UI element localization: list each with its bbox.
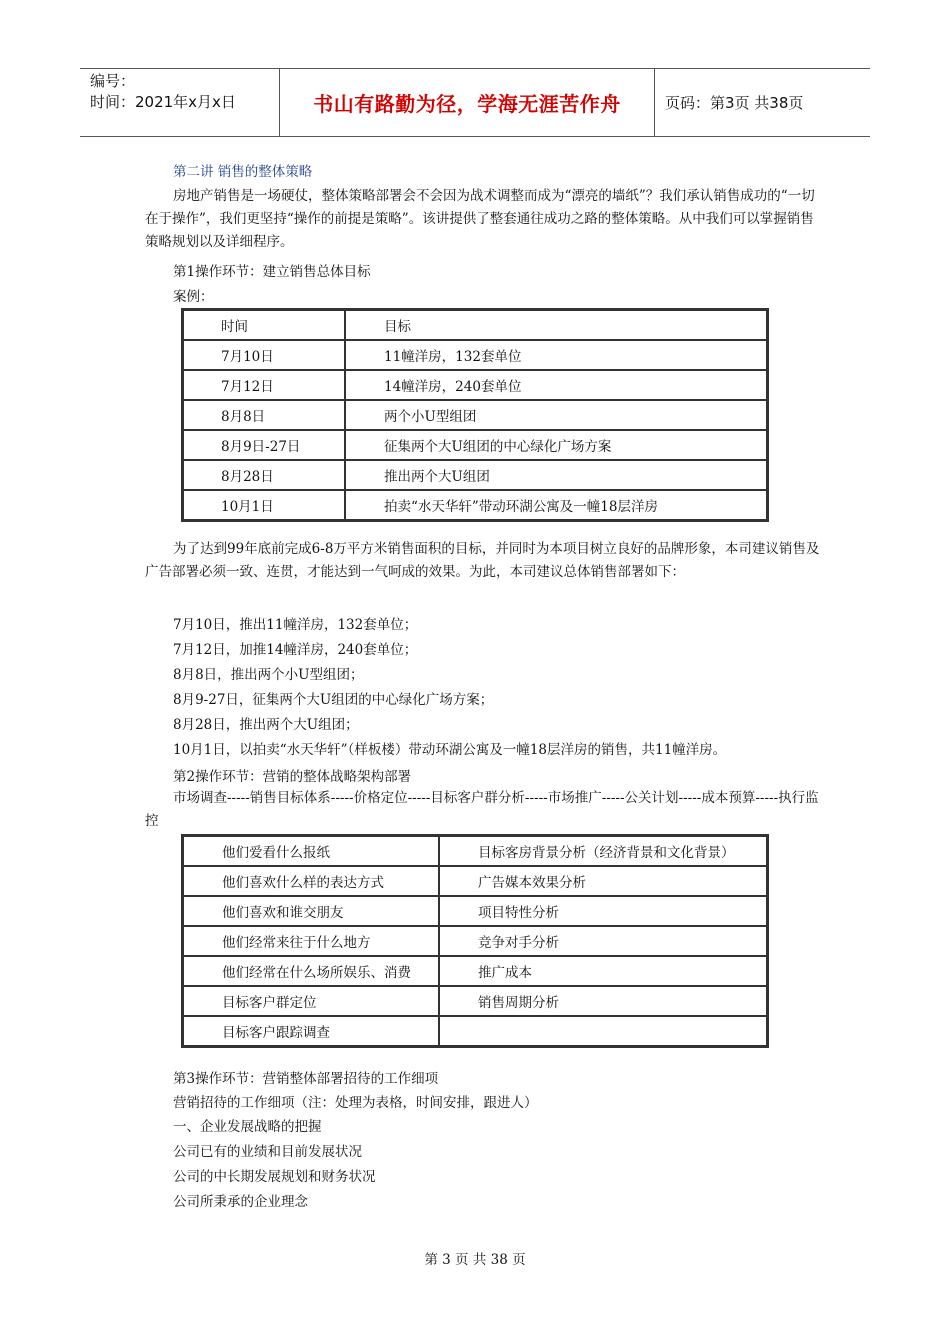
cell-question: 目标客户群定位 [183, 986, 439, 1016]
table-row [183, 490, 767, 520]
cell-time: 8月9日-27日 [183, 430, 345, 460]
step1-title: 第1操作环节：建立销售总体目标 [173, 264, 371, 280]
deploy-item: 10月1日，以拍卖“水天华轩”（样板楼）带动环湖公寓及一幢18层洋房的销售，共11幢洋房。 [173, 742, 727, 758]
header-motto: 书山有路勤为径，学海无涯苦作舟 [280, 69, 655, 136]
cell-question: 目标客户跟踪调查 [183, 1016, 439, 1046]
cell-time: 7月10日 [183, 340, 345, 370]
table-row [183, 1016, 767, 1046]
deploy-item: 8月28日，推出两个大U组团； [173, 717, 359, 733]
strategy-item: 公司已有的业绩和目前发展状况 [173, 1144, 362, 1160]
cell-question: 他们喜欢和谁交朋友 [183, 896, 439, 926]
table-row [183, 866, 767, 896]
table-header-row [183, 310, 767, 340]
table-row [183, 896, 767, 926]
cell-target: 推出两个大U组团 [345, 460, 767, 490]
deploy-item: 7月12日，加推14幢洋房，240套单位； [173, 642, 418, 658]
table-row [183, 836, 767, 866]
page-header [80, 68, 870, 137]
cell-target: 拍卖“水天华轩”带动环湖公寓及一幢18层洋房 [345, 490, 767, 520]
document-number-label: 编号： [90, 72, 136, 90]
cell-target: 14幢洋房，240套单位 [345, 370, 767, 400]
cell-analysis: 销售周期分析 [439, 986, 767, 1016]
cell-analysis: 项目特性分析 [439, 896, 767, 926]
header-page-info: 页码：第3页 共38页 [665, 94, 804, 112]
table-row [183, 370, 767, 400]
cell-question: 他们经常来往于什么地方 [183, 926, 439, 956]
strategy-analysis-table [181, 834, 769, 1048]
deploy-paragraph: 为了达到99年底前完成6-8万平方米销售面积的目标，并同时为本项目树立良好的品牌形象，本司建议销售及广告部署必须一致、连贯，才能达到一气呵成的效果。为此，本司建议总体销售部署如下： [145, 541, 820, 580]
table-row [183, 430, 767, 460]
header-meta [80, 69, 280, 136]
cell-analysis: 广告媒本效果分析 [439, 866, 767, 896]
flow-paragraph: 市场调查-----销售目标体系-----价格定位-----目标客户群分析-----市场推广-----公关计划-----成本预算-----执行监控 [145, 790, 819, 829]
cell-analysis: 竞争对手分析 [439, 926, 767, 956]
cell-target: 11幢洋房，132套单位 [345, 340, 767, 370]
step3-title: 第3操作环节：营销整体部署招待的工作细项 [173, 1071, 439, 1087]
cell-time: 10月1日 [183, 490, 345, 520]
strategy-item: 公司所秉承的企业理念 [173, 1194, 308, 1210]
step3-note: 营销招待的工作细项（注：处理为表格，时间安排，跟进人） [173, 1095, 538, 1111]
cell-analysis: 推广成本 [439, 956, 767, 986]
document-date-label: 时间：2021年x月x日 [90, 93, 236, 111]
strategy-item: 公司的中长期发展规划和财务状况 [173, 1169, 376, 1185]
cell-question: 他们喜欢什么样的表达方式 [183, 866, 439, 896]
header-target: 目标 [345, 310, 767, 340]
header-time: 时间 [183, 310, 345, 340]
cell-question: 他们爱看什么报纸 [183, 836, 439, 866]
deploy-item: 8月8日，推出两个小U型组团； [173, 667, 364, 683]
section-title: 第二讲 销售的整体策略 [173, 164, 313, 180]
cell-analysis [439, 1016, 767, 1046]
cell-question: 他们经常在什么场所娱乐、消费 [183, 956, 439, 986]
intro-paragraph: 房地产销售是一场硬仗，整体策略部署会不会因为战术调整而成为“漂亮的墙纸”？我们承认销售成功的“一切在于操作”，我们更坚持“操作的前提是策略”。该讲提供了整套通往成功之路的整体策略。从中我们可以掌握销售策略规划以及详细程序。 [145, 188, 815, 250]
page-footer: 第 3 页 共 38 页 [424, 1252, 526, 1268]
step2-title: 第2操作环节：营销的整体战略架构部署 [173, 769, 412, 785]
table-row [183, 400, 767, 430]
case-label: 案例： [173, 289, 214, 305]
strategy-heading: 一、企业发展战略的把握 [173, 1119, 322, 1135]
table-row [183, 986, 767, 1016]
cell-time: 8月28日 [183, 460, 345, 490]
cell-target: 两个小U型组团 [345, 400, 767, 430]
table-row [183, 340, 767, 370]
cell-analysis: 目标客房背景分析（经济背景和文化背景） [439, 836, 767, 866]
deploy-item: 8月9-27日，征集两个大U组团的中心绿化广场方案； [173, 692, 494, 708]
sales-target-table [181, 308, 769, 522]
cell-time: 8月8日 [183, 400, 345, 430]
cell-time: 7月12日 [183, 370, 345, 400]
deploy-item: 7月10日，推出11幢洋房，132套单位； [173, 617, 418, 633]
table-row [183, 926, 767, 956]
table-row [183, 460, 767, 490]
cell-target: 征集两个大U组团的中心绿化广场方案 [345, 430, 767, 460]
table-row [183, 956, 767, 986]
